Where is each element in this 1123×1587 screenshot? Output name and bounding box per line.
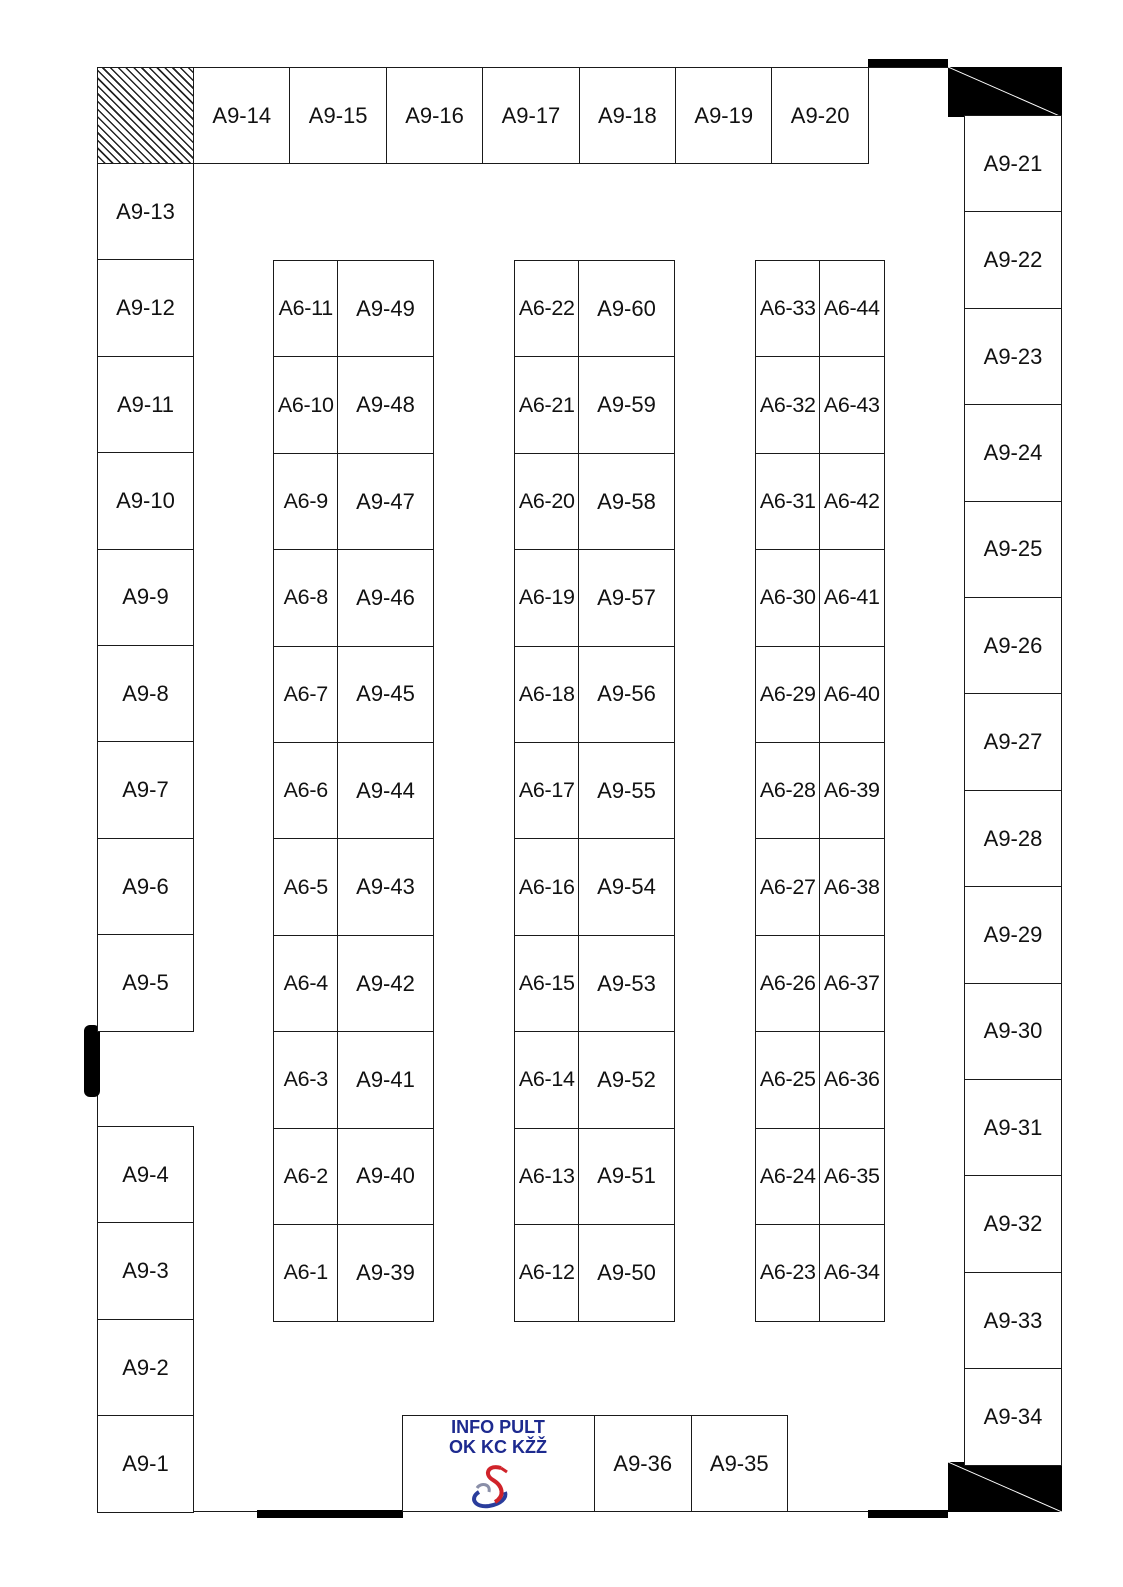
booth-a9-19: A9-19 <box>675 67 773 164</box>
booth-a6-5: A6-5 <box>273 838 339 936</box>
booth-a6-7: A6-7 <box>273 646 339 744</box>
booth-a9-8: A9-8 <box>97 645 194 743</box>
booth-a6-26: A6-26 <box>755 935 821 1033</box>
info-desk-subtitle: OK KC KŽŽ <box>449 1437 547 1457</box>
booth-a9-36: A9-36 <box>594 1415 692 1512</box>
booth-a9-30: A9-30 <box>964 983 1062 1081</box>
booth-a9-4: A9-4 <box>97 1126 194 1224</box>
booth-a9-11: A9-11 <box>97 356 194 454</box>
booth-a9-15: A9-15 <box>289 67 387 164</box>
booth-a6-25: A6-25 <box>755 1031 821 1129</box>
booth-a9-34: A9-34 <box>964 1368 1062 1466</box>
booth-a9-13: A9-13 <box>97 163 194 261</box>
booth-a9-60: A9-60 <box>578 260 675 358</box>
booth-a9-59: A9-59 <box>578 356 675 454</box>
booth-a9-51: A9-51 <box>578 1128 675 1226</box>
booth-a6-21: A6-21 <box>514 356 580 454</box>
booth-a9-26: A9-26 <box>964 597 1062 695</box>
booth-a9-52: A9-52 <box>578 1031 675 1129</box>
booth-a6-30: A6-30 <box>755 549 821 647</box>
booth-a6-3: A6-3 <box>273 1031 339 1129</box>
booth-a6-35: A6-35 <box>819 1128 885 1226</box>
booth-a9-55: A9-55 <box>578 742 675 840</box>
booth-a9-31: A9-31 <box>964 1079 1062 1177</box>
door-bottom-left <box>257 1510 403 1518</box>
booth-a6-42: A6-42 <box>819 453 885 551</box>
booth-a9-17: A9-17 <box>482 67 580 164</box>
booth-a6-34: A6-34 <box>819 1224 885 1322</box>
booth-a6-38: A6-38 <box>819 838 885 936</box>
booth-a9-48: A9-48 <box>337 356 434 454</box>
booth-a6-4: A6-4 <box>273 935 339 1033</box>
hatched-corner <box>97 67 194 164</box>
booth-a9-6: A9-6 <box>97 838 194 936</box>
booth-a9-53: A9-53 <box>578 935 675 1033</box>
booth-a9-44: A9-44 <box>337 742 434 840</box>
booth-a6-6: A6-6 <box>273 742 339 840</box>
booth-a6-19: A6-19 <box>514 549 580 647</box>
booth-a9-22: A9-22 <box>964 211 1062 309</box>
booth-a6-17: A6-17 <box>514 742 580 840</box>
booth-a9-5: A9-5 <box>97 934 194 1032</box>
info-desk <box>402 1415 595 1512</box>
booth-a6-12: A6-12 <box>514 1224 580 1322</box>
booth-a9-47: A9-47 <box>337 453 434 551</box>
booth-a9-24: A9-24 <box>964 404 1062 502</box>
booth-a6-27: A6-27 <box>755 838 821 936</box>
booth-a6-16: A6-16 <box>514 838 580 936</box>
booth-a9-57: A9-57 <box>578 549 675 647</box>
booth-a6-39: A6-39 <box>819 742 885 840</box>
booth-a6-8: A6-8 <box>273 549 339 647</box>
ok-kc-kzz-logo-icon <box>467 1462 519 1510</box>
booth-a9-18: A9-18 <box>579 67 677 164</box>
booth-a9-12: A9-12 <box>97 259 194 357</box>
booth-a9-14: A9-14 <box>193 67 291 164</box>
booth-a9-16: A9-16 <box>386 67 484 164</box>
booth-a6-22: A6-22 <box>514 260 580 358</box>
booth-a9-42: A9-42 <box>337 935 434 1033</box>
corner-block-top <box>948 67 1062 117</box>
booth-a6-33: A6-33 <box>755 260 821 358</box>
booth-a6-44: A6-44 <box>819 260 885 358</box>
booth-a6-41: A6-41 <box>819 549 885 647</box>
booth-a9-29: A9-29 <box>964 886 1062 984</box>
booth-a6-1: A6-1 <box>273 1224 339 1322</box>
booth-a6-11: A6-11 <box>273 260 339 358</box>
booth-a6-29: A6-29 <box>755 646 821 744</box>
booth-a9-50: A9-50 <box>578 1224 675 1322</box>
booth-a9-2: A9-2 <box>97 1319 194 1417</box>
booth-a9-27: A9-27 <box>964 693 1062 791</box>
booth-a9-32: A9-32 <box>964 1175 1062 1273</box>
booth-a9-35: A9-35 <box>691 1415 789 1512</box>
booth-a6-43: A6-43 <box>819 356 885 454</box>
booth-a9-43: A9-43 <box>337 838 434 936</box>
booth-a9-39: A9-39 <box>337 1224 434 1322</box>
booth-a6-31: A6-31 <box>755 453 821 551</box>
booth-a6-23: A6-23 <box>755 1224 821 1322</box>
booth-a6-24: A6-24 <box>755 1128 821 1226</box>
booth-a6-37: A6-37 <box>819 935 885 1033</box>
info-desk-title: INFO PULT <box>451 1417 545 1437</box>
booth-a9-58: A9-58 <box>578 453 675 551</box>
booth-a9-49: A9-49 <box>337 260 434 358</box>
booth-a9-40: A9-40 <box>337 1128 434 1226</box>
booth-a9-56: A9-56 <box>578 646 675 744</box>
booth-a9-33: A9-33 <box>964 1272 1062 1370</box>
booth-a9-21: A9-21 <box>964 115 1062 213</box>
booth-a9-41: A9-41 <box>337 1031 434 1129</box>
booth-a6-40: A6-40 <box>819 646 885 744</box>
booth-a9-10: A9-10 <box>97 452 194 550</box>
booth-a6-15: A6-15 <box>514 935 580 1033</box>
booth-a6-2: A6-2 <box>273 1128 339 1226</box>
booth-a6-14: A6-14 <box>514 1031 580 1129</box>
booth-a9-9: A9-9 <box>97 549 194 647</box>
booth-a9-23: A9-23 <box>964 308 1062 406</box>
door-top <box>868 59 948 67</box>
booth-a6-13: A6-13 <box>514 1128 580 1226</box>
booth-a9-54: A9-54 <box>578 838 675 936</box>
booth-a6-28: A6-28 <box>755 742 821 840</box>
booth-a9-28: A9-28 <box>964 790 1062 888</box>
booth-a6-10: A6-10 <box>273 356 339 454</box>
booth-a9-7: A9-7 <box>97 741 194 839</box>
door-left <box>84 1025 100 1097</box>
booth-a6-32: A6-32 <box>755 356 821 454</box>
booth-a9-3: A9-3 <box>97 1222 194 1320</box>
booth-a6-18: A6-18 <box>514 646 580 744</box>
booth-a6-9: A6-9 <box>273 453 339 551</box>
booth-a9-1: A9-1 <box>97 1415 194 1513</box>
booth-a9-25: A9-25 <box>964 501 1062 599</box>
booth-a6-36: A6-36 <box>819 1031 885 1129</box>
booth-a6-20: A6-20 <box>514 453 580 551</box>
door-bottom-right <box>868 1510 948 1518</box>
booth-a9-20: A9-20 <box>771 67 869 164</box>
booth-a9-45: A9-45 <box>337 646 434 744</box>
corner-block-bottom <box>948 1462 1062 1512</box>
booth-a9-46: A9-46 <box>337 549 434 647</box>
